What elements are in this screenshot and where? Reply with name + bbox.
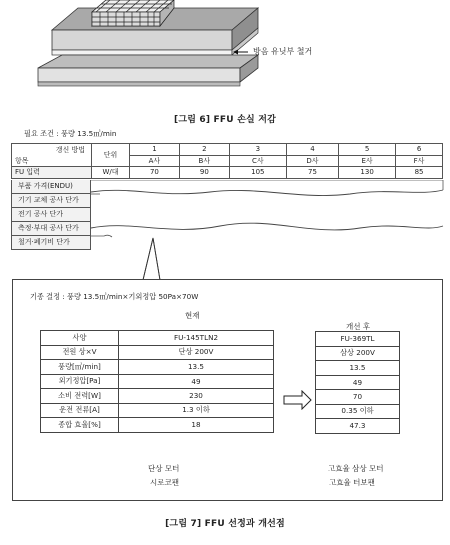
current-value: 단상 200V <box>119 345 274 360</box>
table-row <box>41 403 274 418</box>
table-row <box>41 331 274 346</box>
after-value: 70 <box>316 390 400 405</box>
table-row <box>316 332 400 347</box>
row-value: 85 <box>396 167 443 179</box>
vendor-number: 4 <box>286 144 338 156</box>
zoom-cone-join <box>140 275 164 283</box>
row-value: 90 <box>179 167 229 179</box>
vendor-number: 5 <box>339 144 396 156</box>
fig6-caption: [그림 6] FFU 손실 저감 <box>174 115 276 125</box>
row-value: 130 <box>339 167 396 179</box>
table-row <box>41 374 274 389</box>
required-conditions: 필요 조건 : 풍량 13.5㎥/min <box>24 129 117 138</box>
after-value: 삼상 200V <box>316 346 400 361</box>
spec-label: 사양 <box>41 331 119 346</box>
after-spec-table <box>315 331 400 434</box>
after-value: 0.35 이하 <box>316 404 400 419</box>
table-row <box>316 346 400 361</box>
after-value: FU-369TL <box>316 332 400 347</box>
row-label: 전기 공사 단가 <box>11 208 91 222</box>
current-motor: 단상 모터 <box>148 464 180 473</box>
model-decision: 기종 결정 : 풍량 13.5㎥/min×기외정압 50Pa×70W <box>30 292 199 301</box>
row-label: 부품 가격(ENDU) <box>11 180 91 194</box>
vendor-name: B사 <box>179 155 229 167</box>
spec-label: 외기정압[Pa] <box>41 374 119 389</box>
vendor-table <box>11 143 443 179</box>
current-value: 18 <box>119 418 274 433</box>
current-value: 230 <box>119 389 274 404</box>
vendor-name: A사 <box>130 155 180 167</box>
row-label: 철거·폐기비 단가 <box>11 236 91 250</box>
torn-edge-and-zoom-lines <box>0 180 450 280</box>
fig7-caption: [그림 7] FFU 선정과 개선점 <box>165 519 285 529</box>
row-value: 75 <box>286 167 338 179</box>
header-update-method: 갱신 방법 <box>12 144 92 156</box>
fig6-label: 방음 유닛부 철거 <box>253 47 313 56</box>
vendor-number: 3 <box>229 144 286 156</box>
after-value: 49 <box>316 375 400 390</box>
current-value: 49 <box>119 374 274 389</box>
spec-label: 소비 전력[W] <box>41 389 119 404</box>
spec-label: 종합 효율[%] <box>41 418 119 433</box>
spec-label: 운전 전류[A] <box>41 403 119 418</box>
spec-label: 풍량[㎥/min] <box>41 360 119 375</box>
ffu-device-illustration <box>30 0 270 92</box>
current-title: 현재 <box>185 311 200 320</box>
current-value: 1.3 이하 <box>119 403 274 418</box>
table-row <box>316 390 400 405</box>
after-value: 13.5 <box>316 361 400 376</box>
row-label: 측정·부대 공사 단가 <box>11 222 91 236</box>
table-row <box>316 404 400 419</box>
table-row <box>41 345 274 360</box>
row-value: 105 <box>229 167 286 179</box>
current-value: 13.5 <box>119 360 274 375</box>
table-row <box>41 418 274 433</box>
table-row <box>316 419 400 434</box>
after-title: 개선 후 <box>346 322 371 331</box>
current-fan: 시로코팬 <box>150 478 179 487</box>
spec-label: 전원 상×V <box>41 345 119 360</box>
table-row <box>12 167 443 179</box>
row-value: 70 <box>130 167 180 179</box>
vendor-name: E사 <box>339 155 396 167</box>
vendor-name: F사 <box>396 155 443 167</box>
row-label: 기기 교체 공사 단가 <box>11 194 91 208</box>
current-spec-table <box>40 330 274 433</box>
after-value: 47.3 <box>316 419 400 434</box>
vendor-name: D사 <box>286 155 338 167</box>
table-row <box>316 361 400 376</box>
table-row <box>316 375 400 390</box>
header-item: 항목 <box>12 155 92 167</box>
header-unit: 단위 <box>92 144 130 167</box>
vendor-number: 1 <box>130 144 180 156</box>
arrow-right-icon <box>282 390 312 410</box>
vendor-number: 6 <box>396 144 443 156</box>
vendor-number: 2 <box>179 144 229 156</box>
after-fan: 고효율 터보팬 <box>329 478 375 487</box>
table-row <box>41 360 274 375</box>
after-motor: 고효율 삼상 모터 <box>328 464 384 473</box>
grid-block-icon <box>92 0 174 26</box>
vendor-name: C사 <box>229 155 286 167</box>
row-unit: W/대 <box>92 167 130 179</box>
current-value: FU-145TLN2 <box>119 331 274 346</box>
table-row <box>41 389 274 404</box>
row-label: FU 입력 <box>12 167 92 179</box>
